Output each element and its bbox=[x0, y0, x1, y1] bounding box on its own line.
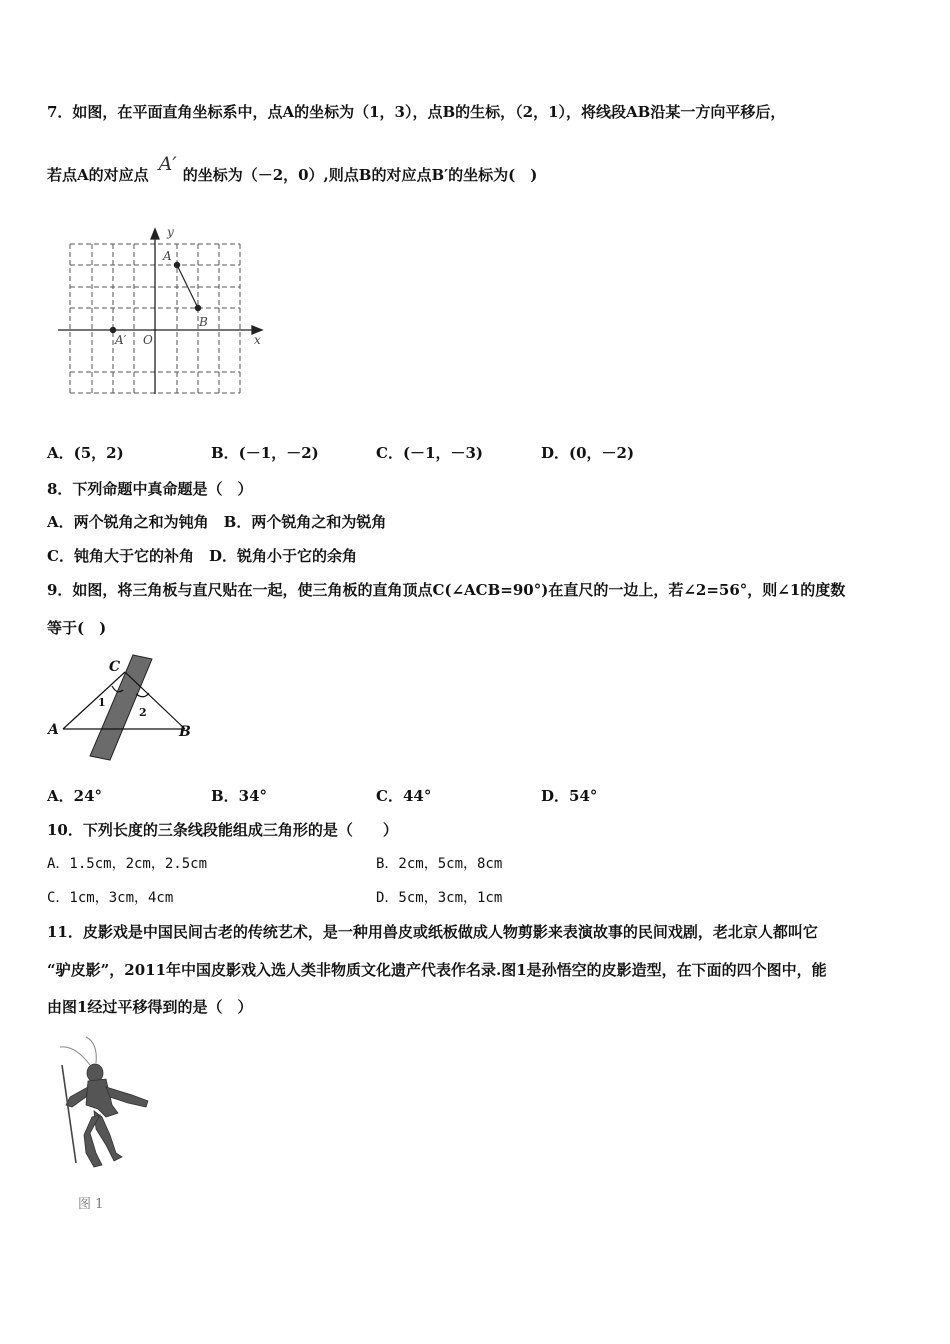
q10-option-d[interactable]: D．5cm，3cm，1cm bbox=[376, 890, 503, 906]
q11-figure-caption: 图 1 bbox=[78, 1197, 104, 1212]
q9-line1: 9．如图，将三角板与直尺贴在一起，使三角板的直角顶点C(∠ACB=90°)在直尺的一边上，若∠2=56°，则∠1的度数 bbox=[47, 581, 846, 599]
q7-b-label: B bbox=[199, 315, 208, 329]
q9-angle1-label: 1 bbox=[98, 696, 106, 709]
q11-line3: 由图1经过平移得到的是（ ） bbox=[47, 998, 253, 1016]
q8-stem: 8．下列命题中真命题是（ ） bbox=[47, 480, 253, 498]
q9-option-a[interactable]: A．24° bbox=[47, 787, 103, 805]
q10-stem: 10．下列长度的三条线段能组成三角形的是（ ） bbox=[47, 821, 398, 839]
q9-b-label: B bbox=[179, 724, 191, 740]
q9-option-b[interactable]: B．34° bbox=[211, 787, 268, 805]
q9-c-label: C bbox=[109, 659, 121, 675]
q7-point-b bbox=[195, 305, 200, 310]
q7-option-b[interactable]: B．(－1，－2) bbox=[211, 444, 319, 462]
q11-line1: 11．皮影戏是中国民间古老的传统艺术，是一种用兽皮或纸板做成人物剪影来表演故事的民间戏剧，老北京人都叫它 bbox=[47, 923, 818, 941]
q11-staff bbox=[62, 1065, 76, 1163]
q11-monkey-king-puppet bbox=[66, 1064, 148, 1167]
q7-aprime-graph-label: A′ bbox=[115, 333, 127, 347]
q7-a-label: A bbox=[163, 249, 172, 263]
q7-line2-pre: 若点A的对应点 bbox=[47, 166, 149, 184]
q8-options-row1[interactable]: A．两个锐角之和为钝角 B．两个锐角之和为锐角 bbox=[47, 513, 387, 531]
q9-option-d[interactable]: D．54° bbox=[541, 787, 598, 805]
q10-option-c[interactable]: C．1cm，3cm，4cm bbox=[47, 890, 174, 906]
q9-option-c[interactable]: C．44° bbox=[376, 787, 432, 805]
q11-shadow-puppet-figure bbox=[50, 1035, 160, 1215]
q7-line2 bbox=[47, 153, 538, 185]
q7-option-d[interactable]: D．(0，－2) bbox=[541, 444, 635, 462]
q7-option-a[interactable]: A．(5，2) bbox=[47, 444, 124, 462]
q7-line1: 7．如图，在平面直角坐标系中，点A的坐标为（1，3），点B的生标，（2，1），将线段AB沿某一方向平移后， bbox=[47, 103, 786, 121]
q7-aprime-label: A′ bbox=[158, 153, 177, 175]
q7-point-a bbox=[174, 262, 179, 267]
q11-puppet-antennae bbox=[60, 1037, 96, 1065]
q10-option-b[interactable]: B．2cm，5cm，8cm bbox=[376, 856, 503, 872]
q7-line2-post: 的坐标为（－2，0）,则点B的对应点B′的坐标为( ) bbox=[182, 166, 538, 184]
q7-x-label: x bbox=[254, 333, 261, 347]
q7-y-axis-arrow bbox=[151, 229, 159, 239]
q9-triangle-ruler-figure bbox=[45, 650, 205, 766]
q9-line2: 等于( ) bbox=[47, 619, 107, 637]
q9-angle2-label: 2 bbox=[139, 706, 147, 719]
q7-y-label: y bbox=[167, 225, 174, 239]
q11-line2: “驴皮影”，2011年中国皮影戏入选人类非物质文化遗产代表作名录.图1是孙悟空的皮影造型，在下面的四个图中，能 bbox=[47, 961, 827, 979]
q9-a-label: A bbox=[48, 722, 59, 738]
q10-option-a[interactable]: A．1.5cm，2cm，2.5cm bbox=[47, 856, 208, 872]
q8-options-row2[interactable]: C．钝角大于它的补角 D．锐角小于它的余角 bbox=[47, 547, 357, 565]
q7-origin-label: O bbox=[143, 333, 153, 347]
q7-option-c[interactable]: C．(－1，－3) bbox=[376, 444, 484, 462]
q7-coordinate-graph bbox=[55, 222, 270, 402]
q7-point-aprime bbox=[110, 327, 115, 332]
